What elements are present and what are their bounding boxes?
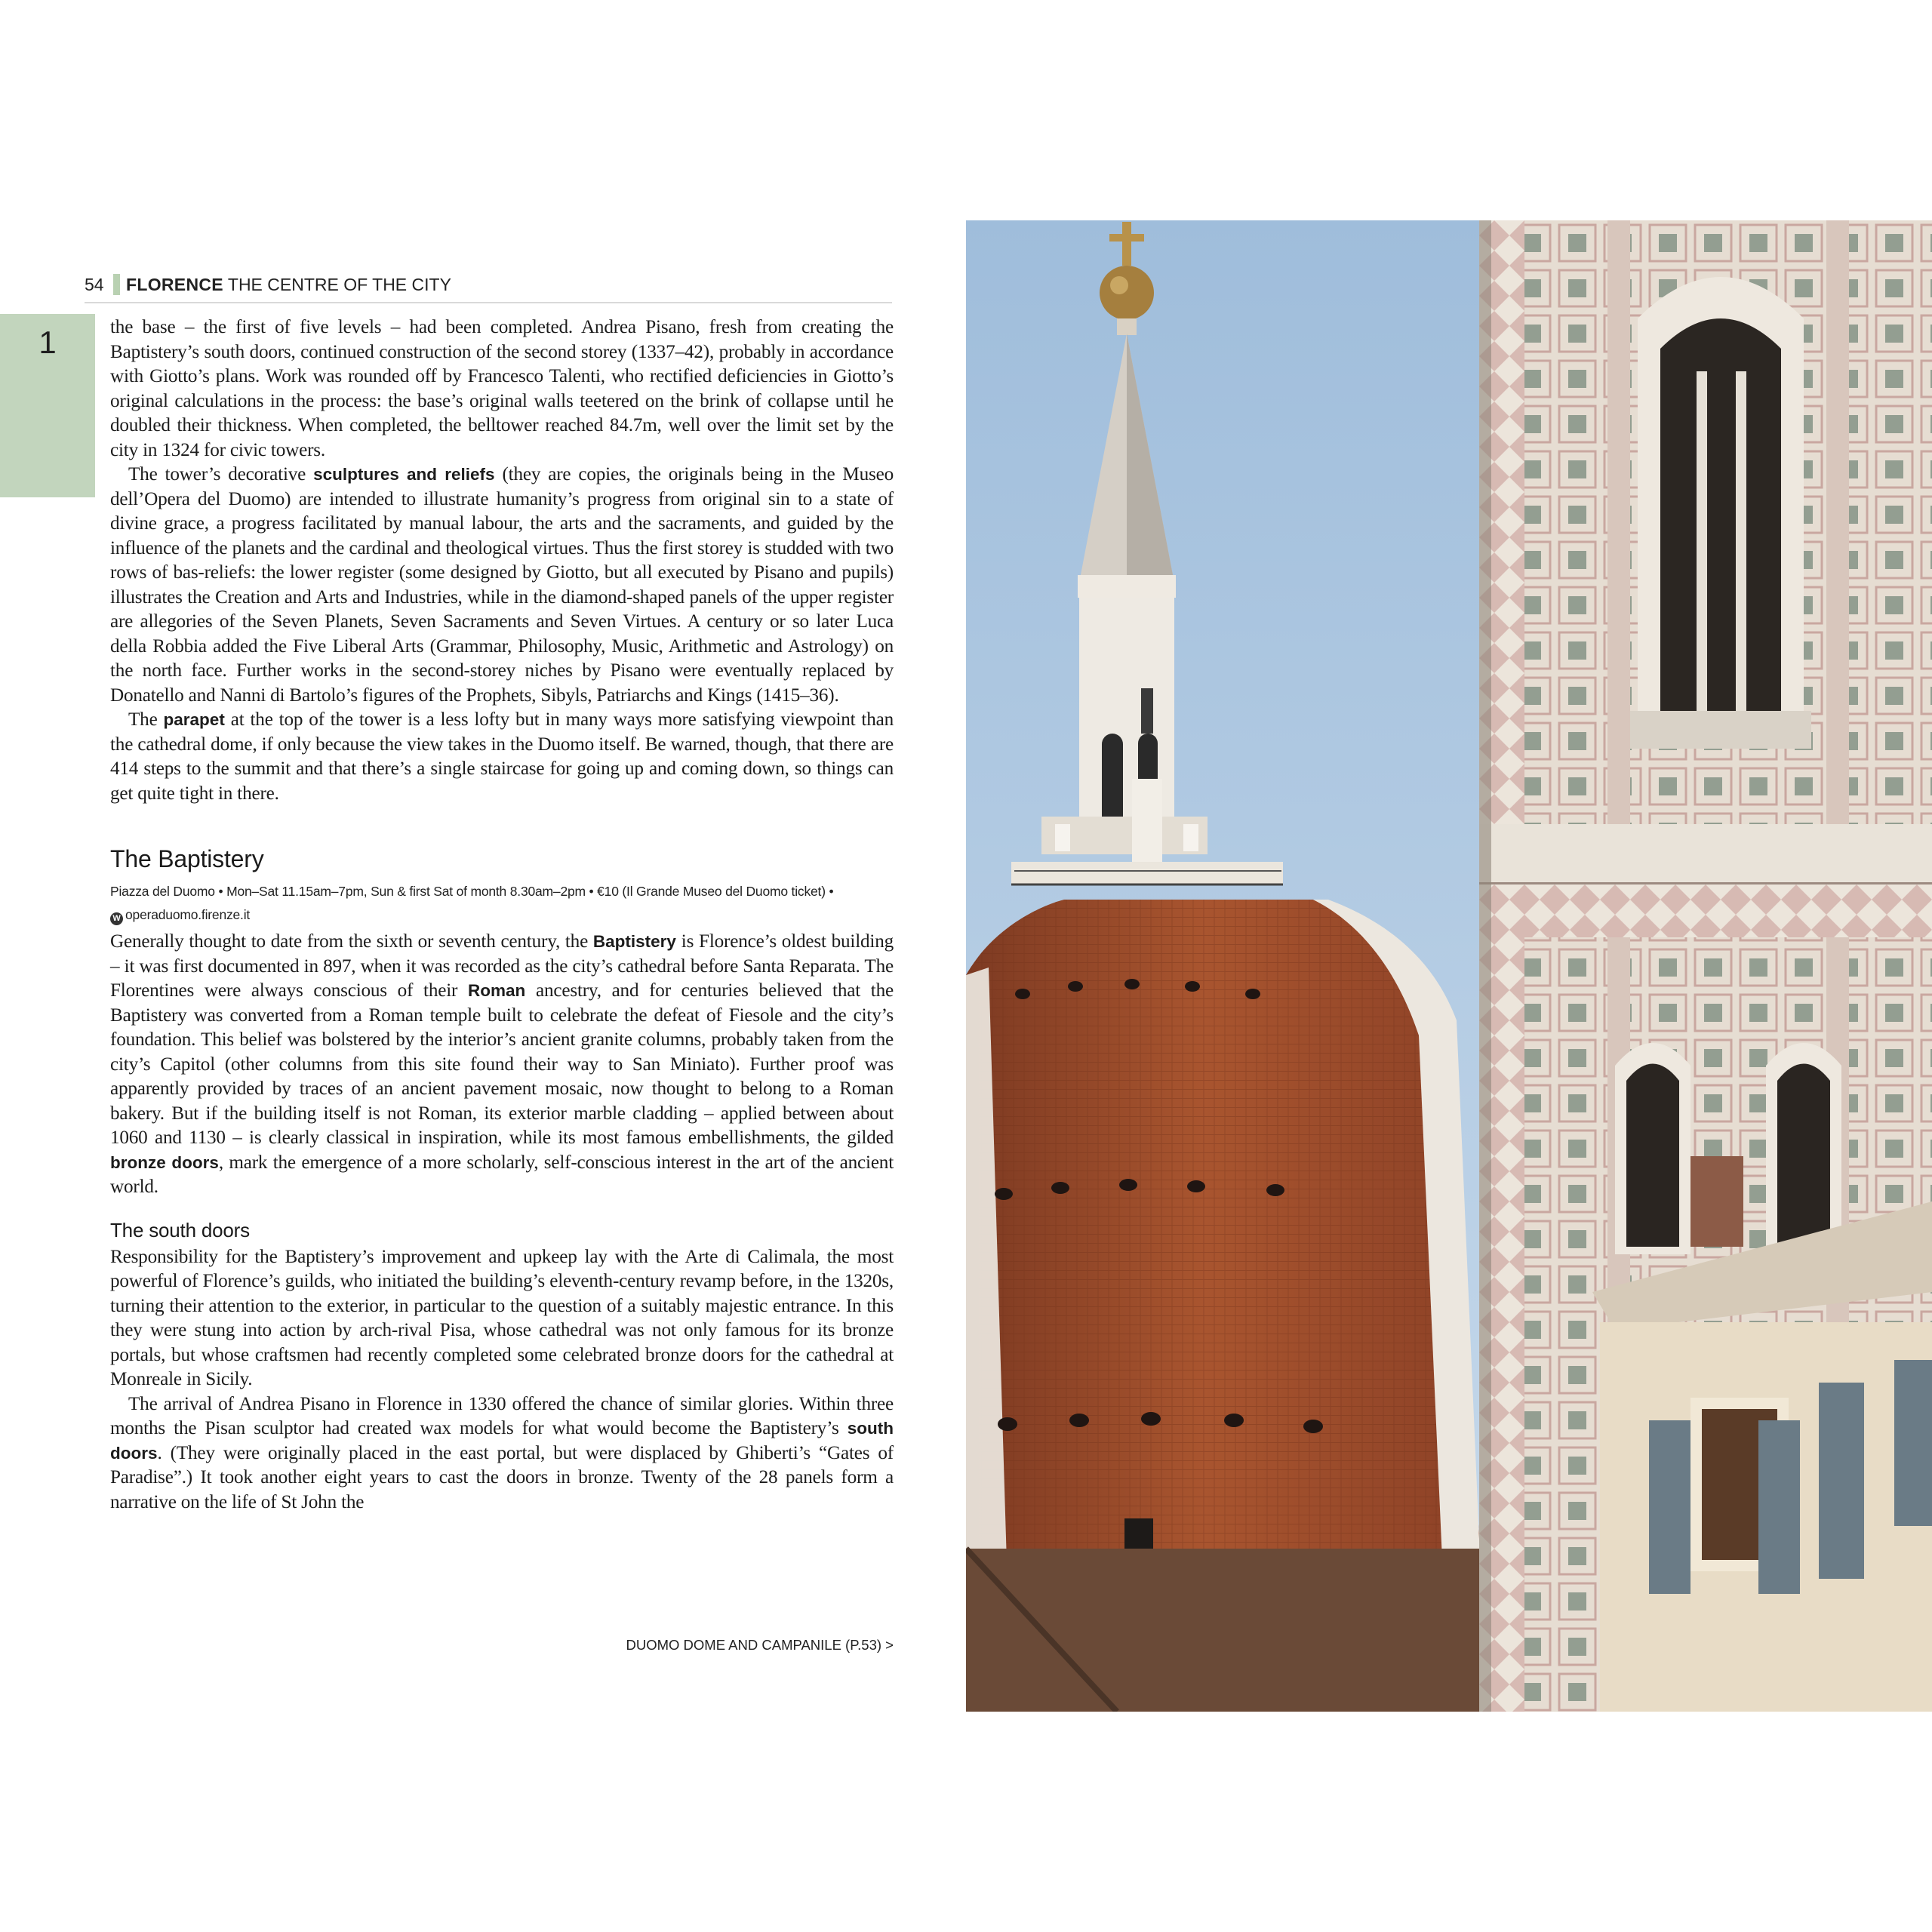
heading-south-doors: The south doors xyxy=(110,1218,250,1241)
body-text xyxy=(110,315,894,1515)
text-column xyxy=(0,0,906,1932)
keyword-south-doors: south doors xyxy=(110,1419,894,1463)
text-run: ancestry, and for centuries believed that the Baptistery was converted from a Roman temple built to celebrate the defeat of Fiesole and the city’s foundation. This belief was bolstered by the interior’s ancient granite columns, probably taken from the city’s Capitol (other columns from this site found their way to San Miniato). Further proof was apparently provided by traces of an ancient pavement mosaic, now thought to belong to a Roman bakery. But if the building itself is not Roman, its exterior marble cladding – applied between about 1060 and 1130 – is clearly classical in inspiration, while its most famous embellishments, the gilded xyxy=(110,980,894,1148)
running-head-chapter: THE CENTRE OF THE CITY xyxy=(227,275,451,294)
heading-baptistery: The Baptistery xyxy=(110,845,264,872)
baptistery-info xyxy=(110,880,894,927)
paragraph-campanile-3 xyxy=(110,708,894,806)
running-head-bar xyxy=(113,274,120,295)
duomo-campanile-photo xyxy=(966,220,1932,1712)
text-run: Generally thought to date from the sixth or seventh century, the xyxy=(110,931,593,952)
chapter-tab xyxy=(0,314,95,497)
text-run: . (They were originally placed in the east portal, but were displaced by Ghiberti’s “Gates of Paradise”.) It took another eight years to cast the doors in bronze. Twenty of the 28 panels form a narrative on the life of St John the xyxy=(110,1442,894,1512)
text-run: at the top of the tower is a less lofty but in many ways more satisfying viewpoint than the cathedral dome, if only because the view takes in the Duomo itself. Be warned, though, that there are 414 steps to the summit and that there’s a single staircase for going up and coming down, so things can get quite tight in there. xyxy=(110,709,894,804)
text-run: The tower’s decorative xyxy=(128,464,314,485)
paragraph-south-doors-2 xyxy=(110,1392,894,1515)
page-number: 54 xyxy=(85,275,104,294)
paragraph-south-doors-1: Responsibility for the Baptistery’s improvement and upkeep lay with the Arte di Calimala, the most powerful of Florence’s guilds, who initiated the building’s eleventh-century revamp before, in the 1320s, turning their attention to the exterior, in particular to the question of a suitably majestic entrance. In this they were stung into action by arch-rival Pisa, whose cathedral was not only famous for its bronze portals, but whose craftsmen had recently completed some celebrated bronze doors for the cathedral at Monreale in Sicily. xyxy=(110,1246,894,1389)
keyword-parapet: parapet xyxy=(163,710,225,729)
photo-caption[interactable]: DUOMO DOME AND CAMPANILE (P.53) > xyxy=(626,1637,894,1653)
info-text: Piazza del Duomo • Mon–Sat 11.15am–7pm, Sun & first Sat of month 8.30am–2pm • €10 (Il Grande Museo del Duomo ticket) • xyxy=(110,884,834,899)
website-icon: W xyxy=(110,912,123,925)
text-run: is Florence’s oldest building – it was first documented in 897, when it was recorded as the city’s cathedral before Santa Reparata. The Florentines were always conscious of their xyxy=(110,931,894,1001)
keyword-sculptures: sculptures and reliefs xyxy=(313,465,495,484)
paragraph-campanile-2 xyxy=(110,463,894,708)
running-head-city: FLORENCE xyxy=(126,275,223,294)
text-run: The arrival of Andrea Pisano in Florence in 1330 offered the chance of similar glories. Within three months the Pisan sculptor had created wax models for what would become the Baptistery’s xyxy=(110,1393,894,1438)
keyword-bronze-doors: bronze doors xyxy=(110,1152,219,1172)
text-run: , mark the emergence of a more scholarly, self-conscious interest in the art of the ancient world. xyxy=(110,1152,894,1197)
paragraph-baptistery-1 xyxy=(110,930,894,1200)
keyword-baptistery: Baptistery xyxy=(592,932,676,951)
text-run: The xyxy=(128,709,164,730)
running-head xyxy=(85,272,892,303)
text-run: (they are copies, the originals being in the Museo dell’Opera del Duomo) are intended to illustrate humanity’s progress from original sin to a state of divine grace, a progress facilitated by manual labour, the arts and the sacraments, and guided by the influence of the planets and the cardinal and theological virtues. Thus the first storey is studded with two rows of bas-reliefs: the lower register (some designed by Giotto, but all executed by Pisano and pupils) illustrates the Creation and Arts and Industries, while in the diamond-shaped panels of the upper register are allegories of the Seven Planets, Seven Sacraments and Seven Virtues. A century or so later Luca della Robbia added the Five Liberal Arts (Grammar, Philosophy, Music, Arithmetic and Astrology) on the north face. Further works in the second-storey niches by Pisano were eventually replaced by Donatello and Nanni di Bartolo’s figures of the Prophets, Sibyls, Patriarchs and Kings (1415–36). xyxy=(110,464,894,706)
keyword-roman: Roman xyxy=(467,981,526,1000)
chapter-number: 1 xyxy=(38,325,57,360)
paragraph-campanile-1: the base – the first of five levels – had been completed. Andrea Pisano, fresh from creating the Baptistery’s south doors, continued construction of the second storey (1337–42), probably in accordance with Giotto’s plans. Work was rounded off by Francesco Talenti, who rectified deficiencies in Giotto’s original calculations in the process: the base’s original walls teetered on the brink of collapse until he doubled their thickness. When completed, the belltower reached 84.7m, well over the limit set by the city in 1324 for civic towers. xyxy=(110,317,894,460)
website-link[interactable]: operaduomo.firenze.it xyxy=(125,907,251,922)
